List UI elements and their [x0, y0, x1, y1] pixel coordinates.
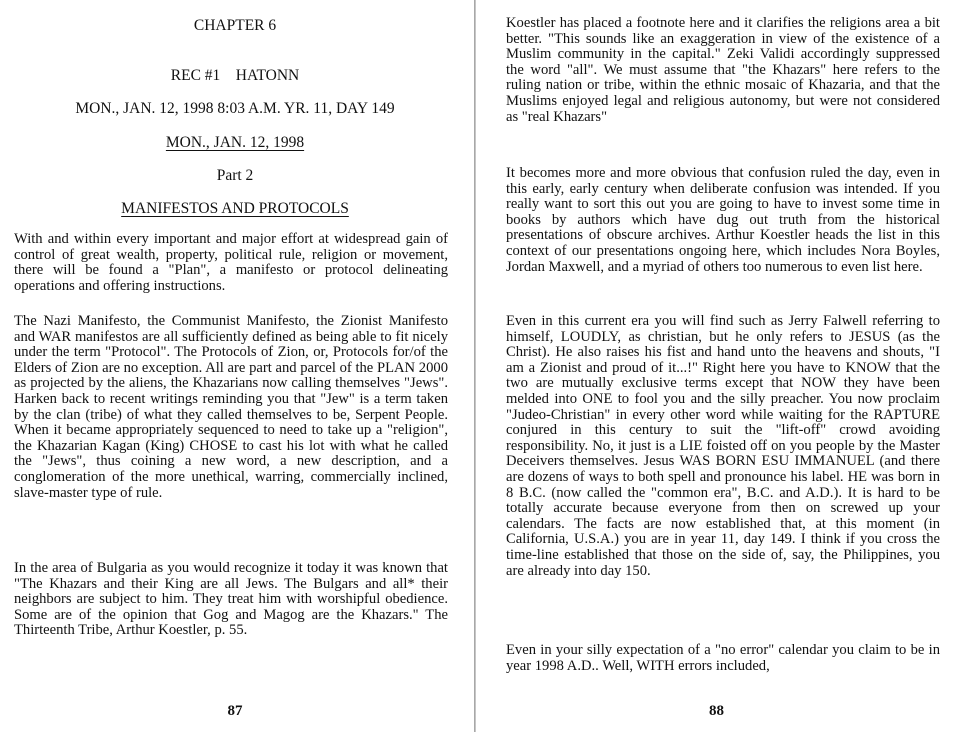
page-gutter: [474, 0, 476, 732]
section-title: MANIFESTOS AND PROTOCOLS: [121, 200, 349, 217]
right-paragraph-4: Even in your silly expectation of a "no error" calendar you claim to be in year 1998 A.D.. Well, WITH errors included,: [506, 642, 940, 674]
right-paragraph-2: It becomes more and more obvious that confusion ruled the day, even in this early, early century when deliberate confusion was intended. If you really want to sort this out you are going to have to invest some time in books by authors which have dug out truth from the historical presentations of obscure archives. Arthur Koestler heads the list in this context of our presentations ongoing here, which includes Nora Boyles, Jordan Maxwell, and a myriad of others too numerous to even list here.: [506, 165, 940, 275]
date-heading: MON., JAN. 12, 1998: [165, 134, 305, 151]
chapter-heading: CHAPTER 6: [193, 17, 277, 34]
page-number-left: 87: [227, 703, 243, 719]
left-paragraph-2: The Nazi Manifesto, the Communist Manifesto, the Zionist Manifesto and WAR manifestos are all sufficiently defined as being able to fit nicely under the term "Protocol". The Protocols of Zion, or, Protocols for/of the Elders of Zion are no exception. All are part and parcel of the PLAN 2000 as projected by the aliens, the Khazarians now calling themselves "Jews". Harken back to recent writings reminding you that "Jew" is a term taken by the clan (tribe) of what they called themselves to be, Serpent People. When it became appropriately sequenced to need to take up a "religion", the Khazarian Kagan (King) CHOSE to cast his lot with what he called the "Jews", thus coining a new word, a new description, and a conglomeration of the more unethical, warring, commercially inclined, slave-master type of rule.: [14, 313, 448, 501]
page-number-right: 88: [709, 703, 724, 719]
right-page: [478, 0, 955, 732]
date-line: MON., JAN. 12, 1998 8:03 A.M. YR. 11, DAY 149: [75, 100, 395, 117]
left-page: [0, 0, 470, 732]
left-paragraph-1: With and within every important and major effort at widespread gain of control of great wealth, property, political rule, religion or movement, there will be found a "Plan", a manifesto or protocol delineating operations and offering instructions.: [14, 231, 448, 294]
right-paragraph-3: Even in this current era you will find such as Jerry Falwell referring to himself, LOUDLY, as christian, but he only refers to JESUS (as the Christ). He also raises his fist and hand unto the heavens and shouts, "I am a Zionist and proud of it...!" Right here you have to KNOW that the two are mutually exclusive terms except that NOW they have been melded into ONE to fool you and the silly preacher. You now proclaim "Judeo-Christian" in every other word while waiting for the RAPTURE conjured in this century to suit the "lift-off" crowd avoiding responsibility. No, it just is a LIE foisted off on you people by the Master Deceivers themselves. Jesus WAS BORN ESU IMMANUEL (and there are dozens of ways to both spell and pronounce his label. HE was born in 8 B.C. (now called the "common era", B.C. and A.D.). It is hard to be totally accurate because everyone from then on screwed up your calendars. The facts are now established that, at this moment (in California, U.S.A.) you are in year 11, day 149. I think if you cross the time-line established that those on the side of, say, the Philippines, you are already into day 150.: [506, 313, 940, 579]
part-label: Part 2: [216, 167, 254, 184]
record-line: REC #1 HATONN: [170, 67, 300, 84]
right-paragraph-1: Koestler has placed a footnote here and it clarifies the religions area a bit better. "This sounds like an exaggeration in view of the existence of a Muslim community in the capital." Zeki Validi accordingly suppressed the word "all". We must assume that "the Khazars" here refers to the ruling nation or tribe, within the ethnic mosaic of Khazaria, and that the Muslims enjoyed legal and religious autonomy, but were not considered as "real Khazars": [506, 15, 940, 125]
left-paragraph-3: In the area of Bulgaria as you would recognize it today it was known that "The Khazars and their King are all Jews. The Bulgars and all* their neighbors are subject to him. They treat him with worshipful obedience. Some are of the opinion that Gog and Magog are the Khazars." The Thirteenth Tribe, Arthur Koestler, p. 55.: [14, 560, 448, 639]
